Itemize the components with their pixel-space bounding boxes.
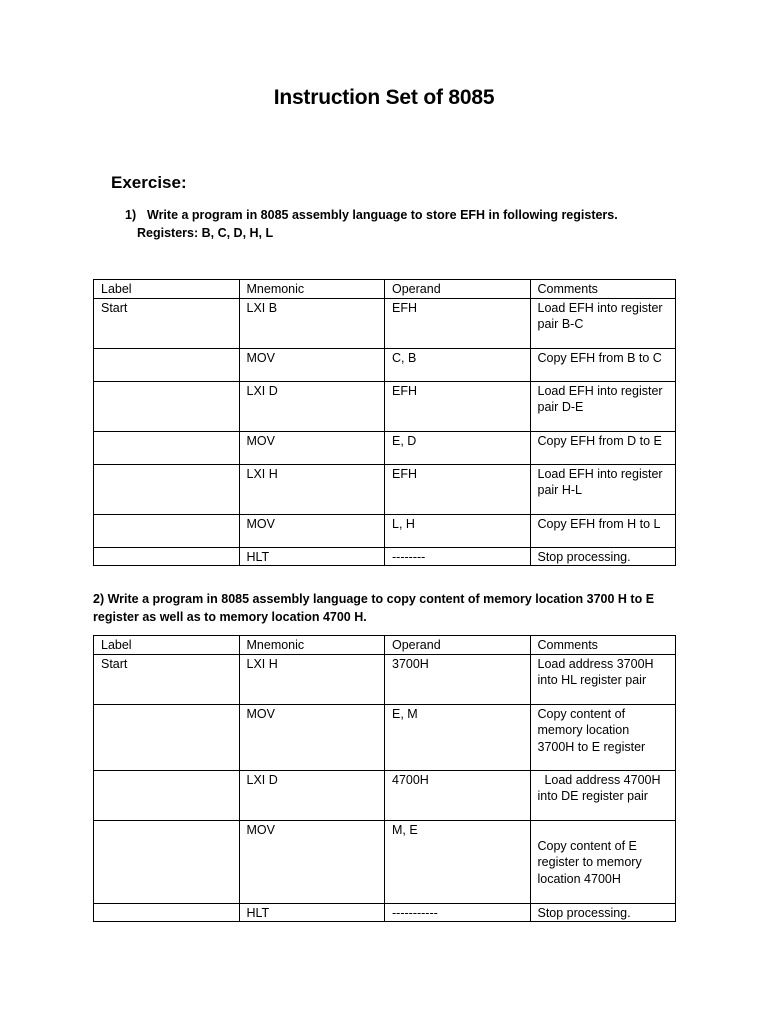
cell-operand: 3700H (385, 654, 531, 704)
table-header-row (94, 280, 676, 299)
cell-operand: EFH (385, 381, 531, 431)
header-label: Label (94, 636, 240, 655)
section-heading: Exercise: (111, 173, 187, 192)
table-row (94, 348, 676, 381)
cell-mnemonic: LXI D (239, 770, 385, 820)
table-row (94, 514, 676, 547)
cell-comment: Copy EFH from H to L (530, 514, 676, 547)
table-row (94, 704, 676, 770)
header-label: Label (94, 280, 240, 299)
cell-comment: Copy content of memory location 3700H to E register (530, 704, 676, 770)
cell-comment: Stop processing. (530, 547, 676, 566)
cell-mnemonic: MOV (239, 704, 385, 770)
cell-comment: Stop processing. (530, 903, 676, 922)
header-mnemonic: Mnemonic (239, 636, 385, 655)
program-table-2 (93, 635, 676, 922)
question-2-text: 2) Write a program in 8085 assembly language to copy content of memory location 3700 H to E register as well as to memory location 4700 H. (93, 592, 655, 624)
cell-mnemonic: MOV (239, 514, 385, 547)
cell-comment: Load EFH into register pair D-E (530, 381, 676, 431)
question-1-text: Write a program in 8085 assembly language to store EFH in following registers. (147, 208, 618, 222)
header-operand: Operand (385, 280, 531, 299)
cell-mnemonic: MOV (239, 348, 385, 381)
cell-operand: E, D (385, 431, 531, 464)
cell-operand: EFH (385, 464, 531, 514)
cell-label (94, 431, 240, 464)
table-row (94, 298, 676, 348)
table-row (94, 654, 676, 704)
header-operand: Operand (385, 636, 531, 655)
cell-mnemonic: LXI H (239, 464, 385, 514)
question-1 (125, 206, 618, 242)
cell-comment: Copy EFH from B to C (530, 348, 676, 381)
table-header-row (94, 636, 676, 655)
cell-comment: Copy content of E register to memory location 4700H (530, 820, 676, 903)
cell-label (94, 514, 240, 547)
cell-operand: ----------- (385, 903, 531, 922)
table-row (94, 431, 676, 464)
cell-operand: EFH (385, 298, 531, 348)
question-1-registers: Registers: B, C, D, H, L (137, 226, 274, 240)
cell-comment: Copy EFH from D to E (530, 431, 676, 464)
cell-mnemonic: MOV (239, 431, 385, 464)
header-comments: Comments (530, 280, 676, 299)
cell-label: Start (94, 298, 240, 348)
cell-label (94, 348, 240, 381)
cell-mnemonic: HLT (239, 903, 385, 922)
cell-mnemonic: LXI H (239, 654, 385, 704)
cell-operand: M, E (385, 820, 531, 903)
table-row (94, 770, 676, 820)
header-comments: Comments (530, 636, 676, 655)
cell-label (94, 704, 240, 770)
cell-label: Start (94, 654, 240, 704)
cell-label (94, 547, 240, 566)
cell-label (94, 770, 240, 820)
table-row (94, 820, 676, 903)
cell-operand: 4700H (385, 770, 531, 820)
cell-comment: Load EFH into register pair H-L (530, 464, 676, 514)
program-table-1 (93, 279, 676, 566)
cell-label (94, 464, 240, 514)
cell-label (94, 381, 240, 431)
cell-operand: -------- (385, 547, 531, 566)
cell-comment: Load EFH into register pair B-C (530, 298, 676, 348)
cell-comment: Load address 4700H into DE register pair (530, 770, 676, 820)
cell-label (94, 903, 240, 922)
cell-label (94, 820, 240, 903)
cell-operand: L, H (385, 514, 531, 547)
cell-operand: C, B (385, 348, 531, 381)
cell-comment: Load address 3700H into HL register pair (530, 654, 676, 704)
table-row (94, 381, 676, 431)
cell-operand: E, M (385, 704, 531, 770)
header-mnemonic: Mnemonic (239, 280, 385, 299)
table-row (94, 547, 676, 566)
cell-mnemonic: MOV (239, 820, 385, 903)
table-row (94, 464, 676, 514)
cell-mnemonic: LXI B (239, 298, 385, 348)
cell-mnemonic: HLT (239, 547, 385, 566)
cell-mnemonic: LXI D (239, 381, 385, 431)
document-title: Instruction Set of 8085 (273, 86, 495, 109)
table-row (94, 903, 676, 922)
question-1-number: 1) (125, 208, 137, 222)
